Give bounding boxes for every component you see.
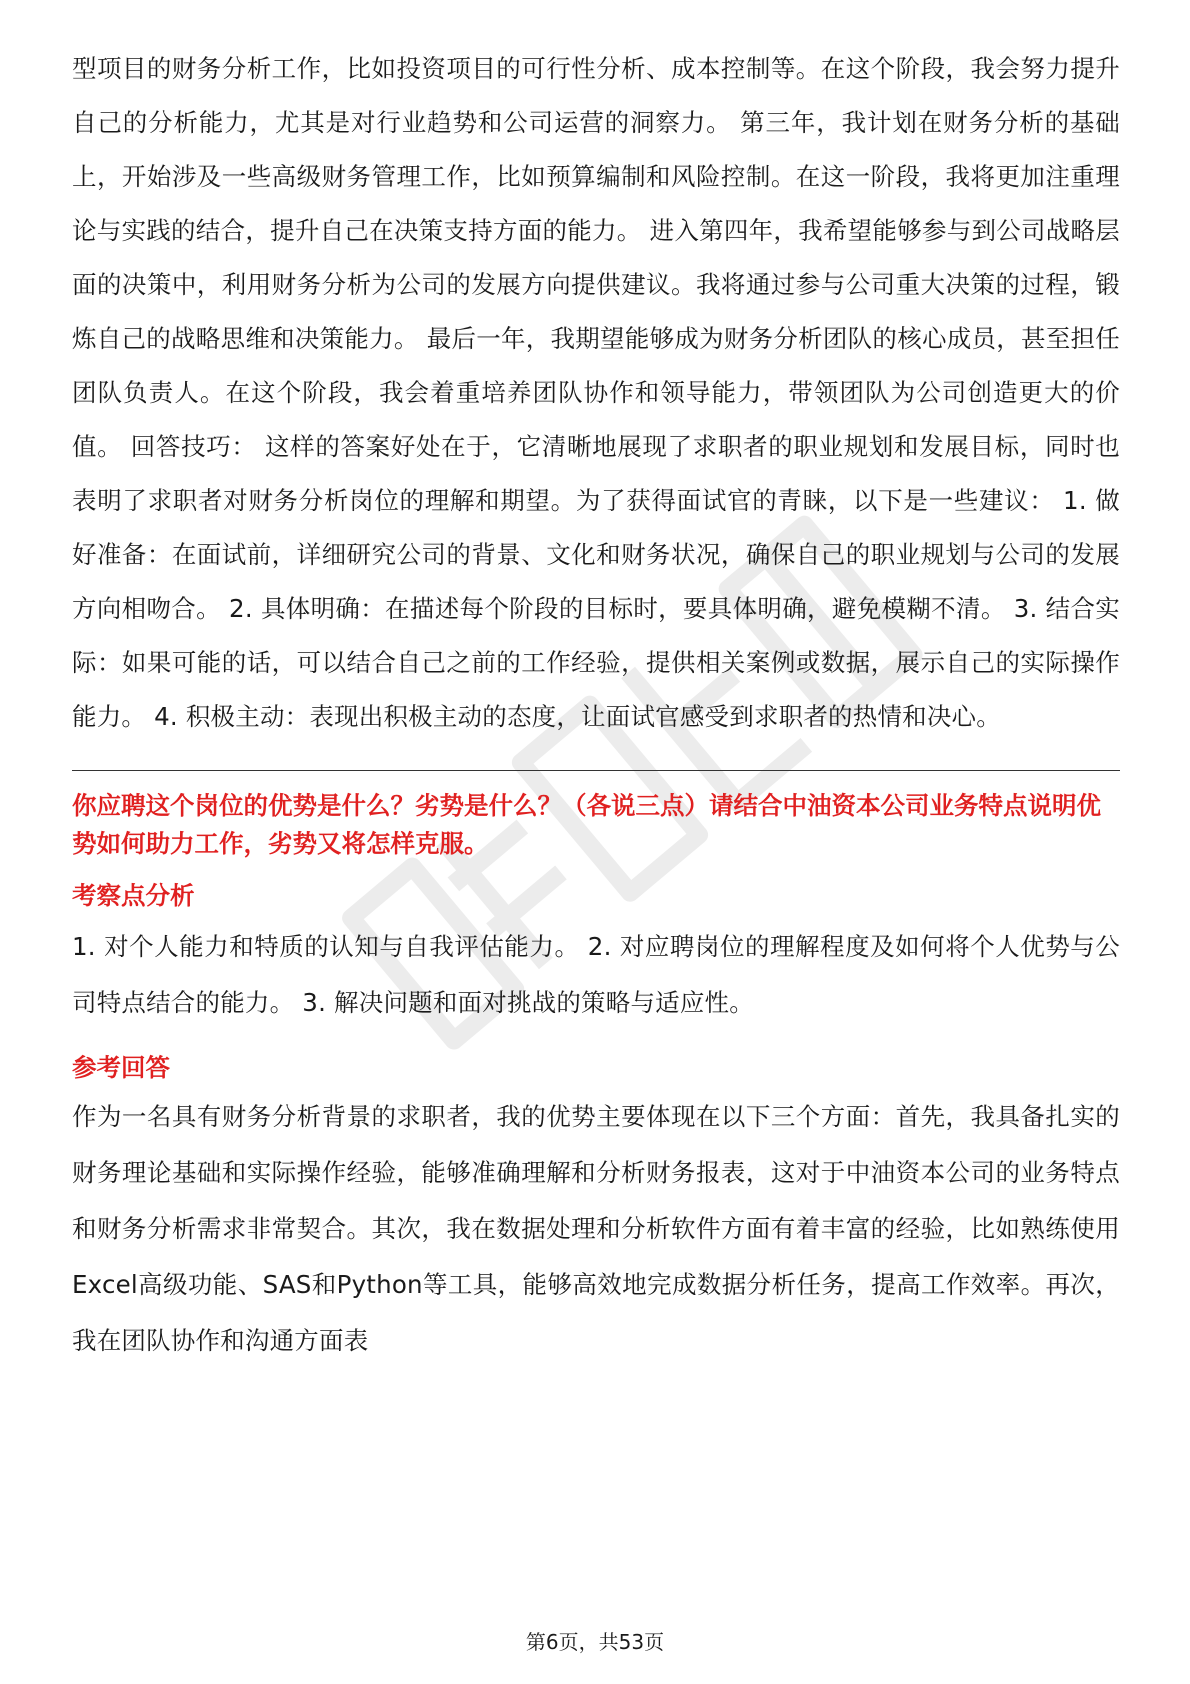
page-content [72, 42, 1120, 1369]
page-number-footer: 第6页，共53页 [525, 1630, 665, 1654]
interview-question: 你应聘这个岗位的优势是什么？劣势是什么？（各说三点）请结合中油资本公司业务特点说明优势如何助力工作，劣势又将怎样克服。 [72, 791, 1101, 858]
reference-answer-text: 作为一名具有财务分析背景的求职者，我的优势主要体现在以下三个方面：首先，我具备扎实的财务理论基础和实际操作经验，能够准确理解和分析财务报表，这对于中油资本公司的业务特点和财务分析需求非常契合。其次，我在数据处理和分析软件方面有着丰富的经验，比如熟练使用Excel高级功能、SAS和Python等工具，能够高效地完成数据分析任务，提高工作效率。再次，我在团队协作和沟通方面表 [72, 1102, 1120, 1355]
previous-answer-continuation: 型项目的财务分析工作，比如投资项目的可行性分析、成本控制等。在这个阶段，我会努力提升自己的分析能力，尤其是对行业趋势和公司运营的洞察力。 第三年，我计划在财务分析的基础上，开始涉及一些高级财务管理工作，比如预算编制和风险控制。在这一阶段，我将更加注重理论与实践的结合，提升自己在决策支持方面的能力。 进入第四年，我希望能够参与到公司战略层面的决策中，利用财务分析为公司的发展方向提供建议。我将通过参与公司重大决策的过程，锻炼自己的战略思维和决策能力。 最后一年，我期望能够成为财务分析团队的核心成员，甚至担任团队负责人。在这个阶段，我会着重培养团队协作和领导能力，带领团队为公司创造更大的价值。 回答技巧： 这样的答案好处在于，它清晰地展现了求职者的职业规划和发展目标，同时也表明了求职者对财务分析岗位的理解和期望。为了获得面试官的青睐，以下是一些建议： 1. 做好准备：在面试前，详细研究公司的背景、文化和财务状况，确保自己的职业规划与公司的发展方向相吻合。 2. 具体明确：在描述每个阶段的目标时，要具体明确，避免模糊不清。 3. 结合实际：如果可能的话，可以结合自己之前的工作经验，提供相关案例或数据，展示自己的实际操作能力。 4. 积极主动：表现出积极主动的态度，让面试官感受到求职者的热情和决心。 [72, 54, 1120, 731]
section-divider [72, 770, 1120, 771]
analysis-text: 1. 对个人能力和特质的认知与自我评估能力。 2. 对应聘岗位的理解程度及如何将个人优势与公司特点结合的能力。 3. 解决问题和面对挑战的策略与适应性。 [72, 932, 1120, 1017]
analysis-heading: 考察点分析 [72, 881, 195, 910]
reference-answer-heading: 参考回答 [72, 1053, 170, 1082]
